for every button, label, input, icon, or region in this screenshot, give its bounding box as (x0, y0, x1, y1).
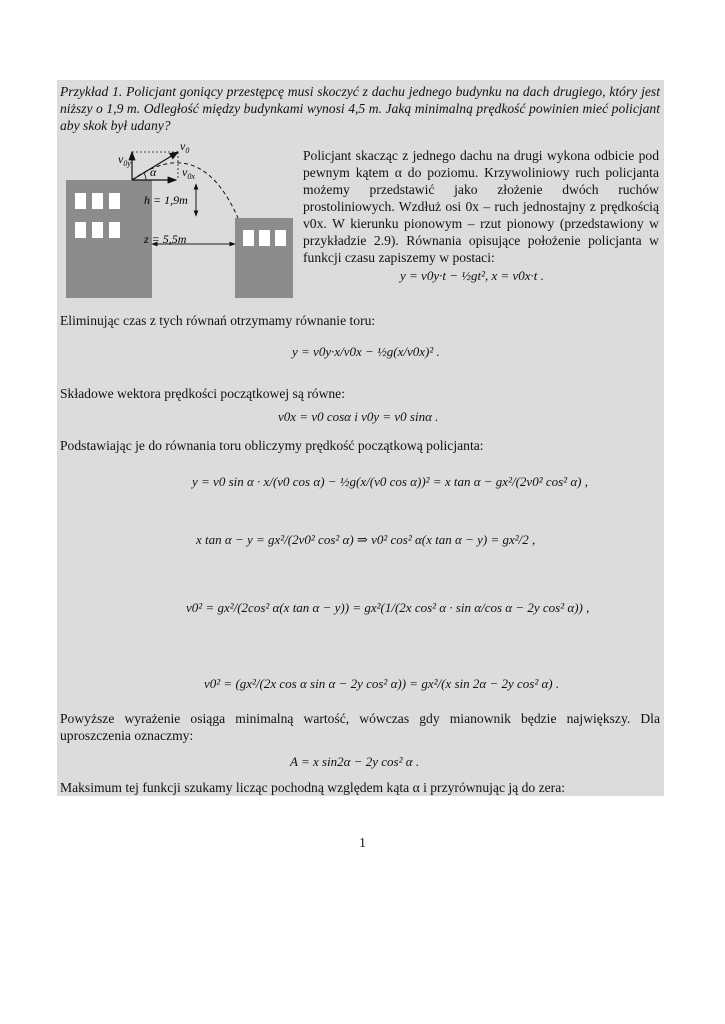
equation-rearranged: x tan α − y = gx²/(2v0² cos² α) ⇒ v0² cos² α(x tan α − y) = gx²/2 , (196, 532, 536, 547)
label-h: h = 1,9m (144, 193, 188, 207)
window (75, 193, 86, 209)
window (109, 193, 120, 209)
equation-motion: y = v0y·t − ½gt², x = v0x·t . (400, 268, 544, 283)
window (75, 222, 86, 238)
label-v0x: $v_{0x}$ (182, 165, 195, 181)
equation-components: v0x = v0 cosα i v0y = v0 sinα . (278, 409, 439, 424)
text-substitution: Podstawiając je do równania toru obliczymy prędkość początkową policjanta: (60, 438, 484, 453)
window (243, 230, 254, 246)
text-minimum-condition: Powyższe wyrażenie osiąga minimalną wartość, wówczas gdy mianownik będzie największy. Dla uproszczenia oznaczmy: (60, 711, 660, 743)
equation-A: A = x sin2α − 2y cos² α . (290, 754, 420, 769)
equation-trajectory-substituted: y = v0 sin α · x/(v0 cos α) − ½g(x/(v0 cos α))² = x tan α − gx²/(2v0² cos² α) , (192, 474, 588, 489)
problem-statement: Przykład 1. Policjant goniący przestępcę musi skoczyć z dachu jednego budynku na dach drugiego, który jest niższy o 1,9 m. Odległość między budynkami wynosi 4,5 m. Jaką minimalną prędkość powinien mieć policjant aby skok był udany? (60, 84, 660, 133)
text-maximum-search: Maksimum tej funkcji szukamy licząc pochodną względem kąta α i przyrównując ją do zera: (60, 780, 565, 795)
figure-buildings (60, 138, 296, 302)
window (92, 193, 103, 209)
window (92, 222, 103, 238)
equation-v0-simplified: v0² = (gx²/(2x cos α sin α − 2y cos² α)) = gx²/(x sin 2α − 2y cos² α) . (204, 676, 560, 691)
label-v0: $v_0$ (180, 139, 190, 155)
window (259, 230, 270, 246)
label-z: z = 5,5m (144, 232, 187, 246)
text-eliminating-time: Eliminując czas z tych równań otrzymamy równanie toru: (60, 313, 376, 328)
label-alpha: α (150, 165, 157, 179)
page-number: 1 (359, 835, 366, 850)
paragraph-intro: Policjant skacząc z jednego dachu na drugi wykona odbicie pod pewnym kątem α do poziomu. Krzywoliniowy ruch policjanta możemy przedstawić jako złożenie dwóch ruchów prostoliniowych. Wzdłuż osi 0x – ruch jednostajny z prędkością v0x. W kierunku pionowym – rzut pionowy (przedstawiony w przykładzie 2.9). Równania opisujące położenie policjanta w funkcji czasu zapiszemy w postaci: (303, 148, 659, 265)
window (275, 230, 286, 246)
angle-arc (144, 173, 146, 180)
window (109, 222, 120, 238)
label-v0y: $v_{0y}$ (118, 152, 131, 168)
equation-v0-squared: v0² = gx²/(2cos² α(x tan α − y)) = gx²(1/(2x cos² α · sin α/cos α − 2y cos² α)) , (186, 600, 590, 615)
text-velocity-components: Składowe wektora prędkości początkowej są równe: (60, 386, 345, 401)
equation-trajectory: y = v0y·x/v0x − ½g(x/v0x)² . (292, 344, 440, 359)
